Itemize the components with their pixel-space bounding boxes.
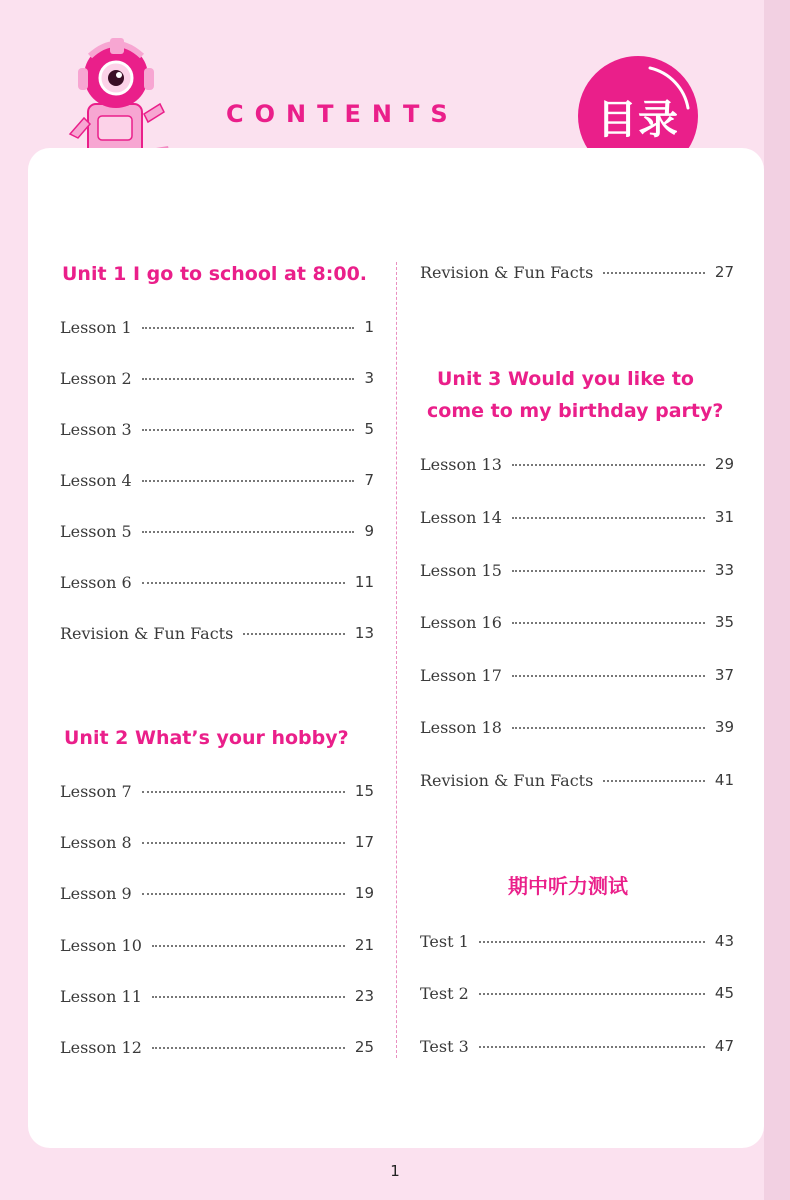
entry-page: 3 bbox=[364, 369, 374, 387]
entry-page: 33 bbox=[714, 561, 734, 579]
toc-entry-test-1[interactable] bbox=[420, 929, 734, 953]
entry-label: Lesson 2 bbox=[60, 368, 132, 388]
leader-dots bbox=[142, 429, 355, 431]
entry-page: 1 bbox=[364, 318, 374, 336]
entry-label: Lesson 3 bbox=[60, 419, 132, 439]
leader-dots bbox=[152, 945, 345, 947]
midterm-title: 期中听力测试 bbox=[508, 874, 628, 898]
leader-dots bbox=[512, 570, 705, 572]
unit-1-title: Unit 1 I go to school at 8:00. bbox=[62, 263, 368, 285]
leader-dots bbox=[142, 582, 345, 584]
entry-label: Lesson 15 bbox=[420, 560, 502, 580]
entry-page: 7 bbox=[364, 471, 374, 489]
entry-label: Lesson 18 bbox=[420, 717, 502, 737]
toc-entry-lesson-4[interactable] bbox=[60, 468, 374, 492]
leader-dots bbox=[152, 996, 345, 998]
entry-label: Lesson 16 bbox=[420, 612, 502, 632]
toc-entry-lesson-11[interactable] bbox=[60, 984, 374, 1008]
entry-label: Lesson 14 bbox=[420, 507, 502, 527]
entry-page: 37 bbox=[714, 666, 734, 684]
entry-label: Lesson 17 bbox=[420, 665, 502, 685]
toc-entry-lesson-9[interactable] bbox=[60, 881, 374, 905]
leader-dots bbox=[142, 327, 355, 329]
entry-page: 5 bbox=[364, 420, 374, 438]
toc-entry-lesson-8[interactable] bbox=[60, 830, 374, 854]
leader-dots bbox=[512, 517, 705, 519]
entry-page: 17 bbox=[354, 833, 374, 851]
page-number: 1 bbox=[390, 1162, 400, 1180]
entry-page: 15 bbox=[354, 782, 374, 800]
toc-entry-lesson-15[interactable] bbox=[420, 558, 734, 582]
entry-page: 11 bbox=[354, 573, 374, 591]
toc-entry-lesson-16[interactable] bbox=[420, 610, 734, 634]
entry-page: 13 bbox=[354, 624, 374, 642]
entry-label: Lesson 8 bbox=[60, 832, 132, 852]
leader-dots bbox=[142, 531, 355, 533]
entry-page: 35 bbox=[714, 613, 734, 631]
entry-label: Lesson 6 bbox=[60, 572, 132, 592]
entry-page: 19 bbox=[354, 884, 374, 902]
toc-entry-lesson-5[interactable] bbox=[60, 519, 374, 543]
entry-page: 25 bbox=[354, 1038, 374, 1056]
leader-dots bbox=[142, 791, 345, 793]
toc-entry-lesson-18[interactable] bbox=[420, 715, 734, 739]
entry-label: Lesson 11 bbox=[60, 986, 142, 1006]
leader-dots bbox=[479, 993, 705, 995]
entry-page: 23 bbox=[354, 987, 374, 1005]
entry-label: Revision & Fun Facts bbox=[420, 770, 594, 790]
toc-entry-revision-unit-3[interactable] bbox=[420, 768, 734, 792]
entry-label: Lesson 7 bbox=[60, 781, 132, 801]
entry-page: 9 bbox=[364, 522, 374, 540]
leader-dots bbox=[142, 480, 355, 482]
toc-entry-lesson-2[interactable] bbox=[60, 366, 374, 390]
entry-page: 39 bbox=[714, 718, 734, 736]
leader-dots bbox=[512, 464, 705, 466]
entry-label: Test 2 bbox=[420, 983, 469, 1003]
leader-dots bbox=[142, 842, 345, 844]
entry-page: 31 bbox=[714, 508, 734, 526]
entry-label: Lesson 4 bbox=[60, 470, 132, 490]
entry-page: 21 bbox=[354, 936, 374, 954]
unit-3-title-line-1: Unit 3 Would you like to bbox=[437, 368, 694, 390]
toc-entry-revision-unit-2[interactable] bbox=[420, 260, 734, 284]
leader-dots bbox=[243, 633, 345, 635]
entry-label: Lesson 5 bbox=[60, 521, 132, 541]
leader-dots bbox=[479, 941, 705, 943]
leader-dots bbox=[603, 272, 705, 274]
toc-entry-revision-unit-1[interactable] bbox=[60, 621, 374, 645]
entry-page: 29 bbox=[714, 455, 734, 473]
leader-dots bbox=[152, 1047, 345, 1049]
entry-page: 45 bbox=[714, 984, 734, 1002]
leader-dots bbox=[512, 675, 705, 677]
leader-dots bbox=[512, 727, 705, 729]
entry-label: Lesson 1 bbox=[60, 317, 132, 337]
toc-entry-test-3[interactable] bbox=[420, 1034, 734, 1058]
badge-text: 目录 bbox=[597, 96, 679, 143]
toc-entry-lesson-17[interactable] bbox=[420, 663, 734, 687]
toc-entry-lesson-1[interactable] bbox=[60, 315, 374, 339]
entry-label: Test 3 bbox=[420, 1036, 469, 1056]
entry-label: Test 1 bbox=[420, 931, 469, 951]
toc-entry-lesson-13[interactable] bbox=[420, 452, 734, 476]
entry-page: 43 bbox=[714, 932, 734, 950]
entry-page: 27 bbox=[714, 263, 734, 281]
entry-label: Revision & Fun Facts bbox=[420, 262, 594, 282]
toc-entry-test-2[interactable] bbox=[420, 981, 734, 1005]
column-divider bbox=[396, 262, 397, 1058]
toc-entry-lesson-7[interactable] bbox=[60, 779, 374, 803]
entry-label: Revision & Fun Facts bbox=[60, 623, 234, 643]
leader-dots bbox=[142, 893, 345, 895]
leader-dots bbox=[479, 1046, 705, 1048]
entry-label: Lesson 12 bbox=[60, 1037, 142, 1057]
toc-entry-lesson-3[interactable] bbox=[60, 417, 374, 441]
unit-3-title-line-2: come to my birthday party? bbox=[427, 400, 724, 422]
entry-label: Lesson 13 bbox=[420, 454, 502, 474]
entry-label: Lesson 10 bbox=[60, 935, 142, 955]
toc-entry-lesson-12[interactable] bbox=[60, 1035, 374, 1059]
toc-entry-lesson-6[interactable] bbox=[60, 570, 374, 594]
toc-entry-lesson-10[interactable] bbox=[60, 933, 374, 957]
leader-dots bbox=[142, 378, 355, 380]
toc-entry-lesson-14[interactable] bbox=[420, 505, 734, 529]
entry-page: 41 bbox=[714, 771, 734, 789]
page-edge-strip bbox=[764, 0, 790, 1200]
leader-dots bbox=[603, 780, 705, 782]
entry-label: Lesson 9 bbox=[60, 883, 132, 903]
leader-dots bbox=[512, 622, 705, 624]
entry-page: 47 bbox=[714, 1037, 734, 1055]
contents-title: CONTENTS bbox=[226, 100, 459, 128]
unit-2-title: Unit 2 What’s your hobby? bbox=[64, 727, 349, 749]
